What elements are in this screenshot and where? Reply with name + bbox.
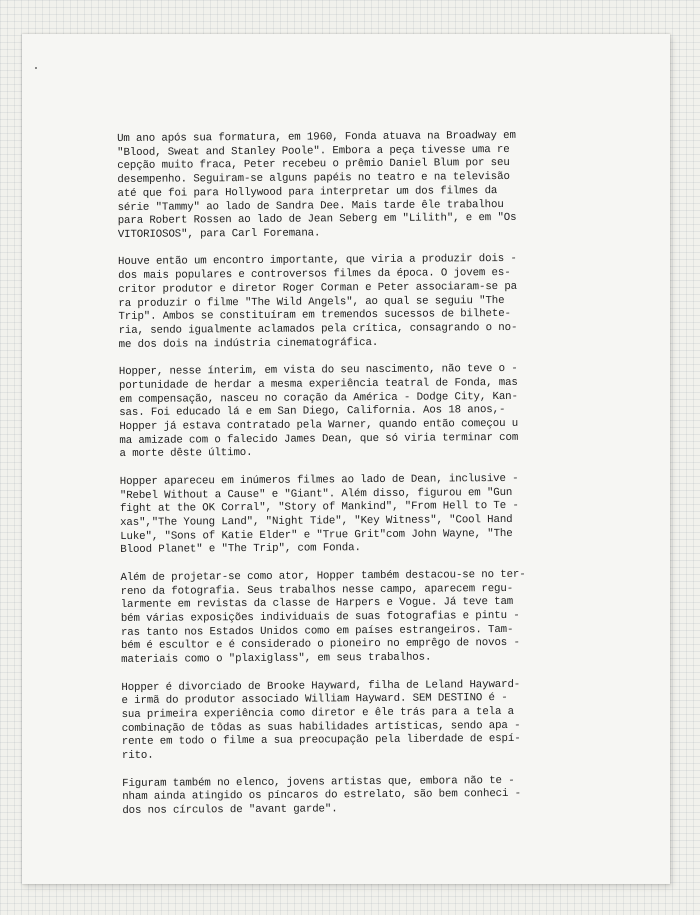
text-line: Luke", "Sons of Katie Elder" e "True Grit"com John Wayne, "The — [120, 527, 513, 543]
text-line: rente em todo o filme a sua preocupação pela liberdade de espí- — [121, 733, 521, 749]
text-line: em compensação, nasceu no coração da América - Dodge City, Kan- — [119, 390, 518, 406]
text-line: Hopper, nesse ínterim, em vista do seu nascimento, não teve o - — [118, 363, 518, 379]
paragraph-5 — [120, 568, 641, 668]
text-line: Além de projetar-se como ator, Hopper também destacou-se no ter- — [120, 568, 526, 584]
text-line: portunidade de herdar a mesma experiência teatral de Fonda, mas — [118, 376, 518, 392]
text-line: Um ano após sua formatura, em 1960, Fonda atuava na Broadway em — [117, 129, 516, 145]
paragraph-6 — [121, 677, 642, 763]
text-line: larmente em revistas da classe de Harpers e Vogue. Já teve tam — [120, 596, 514, 612]
text-line: ras tanto nos Estados Unidos como em países estrangeiros. Tam- — [120, 623, 514, 639]
paragraph-3 — [119, 362, 640, 462]
paragraph-2 — [118, 252, 639, 352]
text-line: para Robert Rossen ao lado de Jean Seberg em "Lilith", e em "Os — [117, 212, 517, 228]
text-line: bém é escultor e é considerado o pioneiro no emprêgo de novos - — [120, 637, 520, 653]
paragraph-1 — [117, 129, 638, 243]
text-line: a morte dêste último. — [119, 447, 253, 461]
text-line: até que foi para Hollywood para interpretar um dos filmes da — [117, 184, 498, 200]
text-line: critor produtor e diretor Roger Corman e Peter associaram-se pa — [118, 280, 518, 296]
text-line: Hopper é divorciado de Brooke Hayward, filha de Leland Hayward- — [121, 678, 521, 694]
text-line: me dos dois na indústria cinematográfica. — [118, 336, 379, 351]
text-line: reno da fotografia. Seus trabalhos nesse campo, aparecem regu- — [120, 582, 514, 598]
text-line: Hopper apareceu em inúmeros filmes ao lado de Dean, inclusive - — [119, 472, 519, 488]
text-line: e irmã do produtor associado William Hayward. SEM DESTINO é - — [121, 692, 508, 708]
text-line: dos mais populares e controversos filmes da época. O jovem es- — [118, 267, 511, 283]
text-line: desempenho. Seguiram-se alguns papéis no teatro e na televisão — [117, 171, 510, 187]
text-line: Blood Planet" e "The Trip", com Fonda. — [120, 542, 361, 557]
text-line: nham ainda atingido os píncaros do estrelato, são bem conheci - — [122, 788, 522, 804]
text-line: fight at the OK Corral", "Story of Mankind", "From Hell to Te - — [119, 500, 519, 516]
text-line: materiais como o "plaxiglass", em seus trabalhos. — [121, 651, 432, 667]
text-line: ma amizade com o falecido James Dean, que só viria terminar com — [119, 431, 519, 447]
paragraph-4 — [120, 472, 641, 558]
text-line: xas","The Young Land", "Night Tide", "Key Witness", "Cool Hand — [120, 513, 513, 529]
text-line: VITORIOSOS", para Carl Foremana. — [117, 227, 321, 241]
text-line: rito. — [121, 749, 154, 763]
text-line: sas. Foi educado lá e em San Diego, California. Aos 18 anos,- — [119, 404, 506, 420]
text-line: sua primeira experiência como diretor e êle trás para a tela a — [121, 705, 515, 721]
text-line: Figuram também no elenco, jovens artistas que, embora não te - — [122, 774, 515, 790]
paper-sheet — [22, 34, 670, 884]
text-line: ria, sendo igualmente aclamados pela crítica, consagrando o no- — [118, 321, 518, 337]
typewritten-text — [117, 129, 642, 833]
text-line: combinação de tôdas as suas habilidades artísticas, sendo apa - — [121, 719, 521, 735]
text-line: bém várias exposições individuais de suas fotografias e pintu - — [120, 609, 520, 625]
text-line: "Blood, Sweat and Stanley Poole". Embora a peça tivesse uma re — [117, 143, 510, 159]
text-line: Trip". Ambos se constituíram em tremendos sucessos de bilhete- — [118, 308, 511, 324]
text-line: série "Tammy" ao lado de Sandra Dee. Mais tarde êle trabalhou — [117, 198, 504, 214]
text-line: "Rebel Without a Cause" e "Giant". Além disso, figurou em "Gun — [119, 486, 513, 502]
text-line: cepção muito fraca, Peter recebeu o prêmio Daniel Blum por seu — [117, 157, 510, 173]
ink-speck — [35, 67, 38, 70]
text-line: Hopper já estava contratado pela Warner, quando então começou u — [119, 417, 519, 433]
text-line: Houve então um encontro importante, que viria a produzir dois - — [117, 253, 517, 269]
text-line: dos nos círculos de "avant garde". — [122, 803, 338, 817]
text-line: ra produzir o filme "The Wild Angels", ao qual se seguiu "The — [118, 294, 505, 310]
paragraph-7 — [122, 774, 642, 819]
